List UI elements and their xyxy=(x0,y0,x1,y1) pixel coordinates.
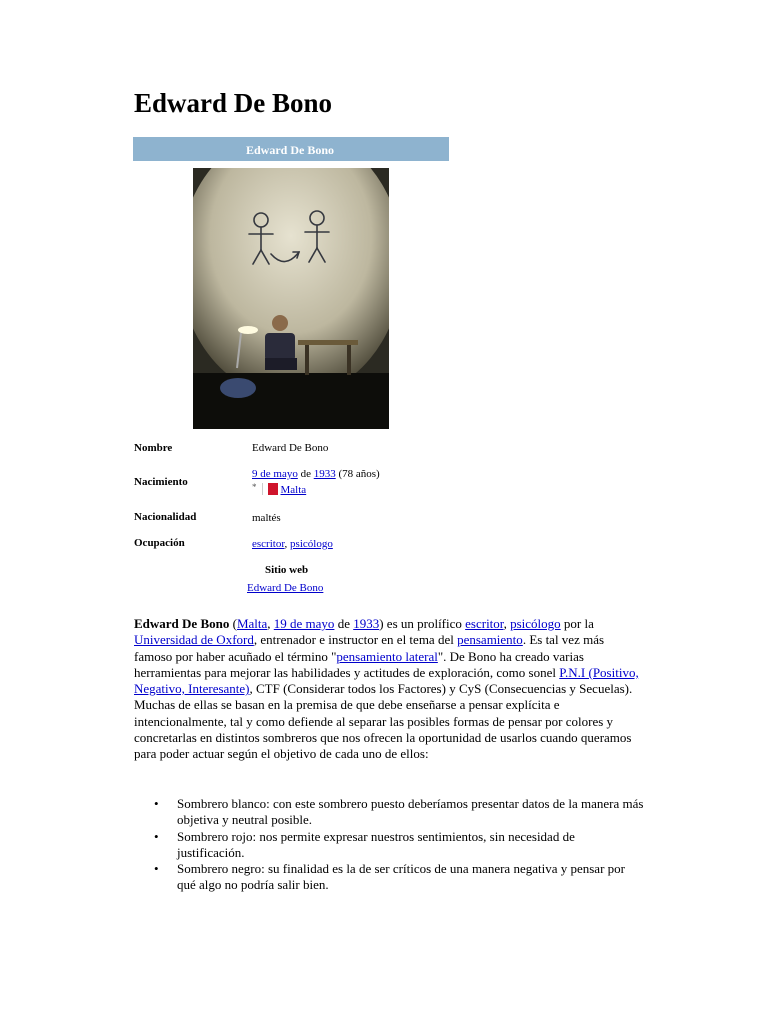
link-escritor[interactable]: escritor xyxy=(465,616,504,631)
text-span: ( xyxy=(229,616,237,631)
text-span: ". De Bono ha creado varias herramientas para mejorar las habilidades y actitudes de exploración, como sonel xyxy=(134,648,584,680)
birth-asterisk: * xyxy=(252,482,257,492)
link-birth-year[interactable]: 1933 xyxy=(353,616,380,631)
malta-flag-icon xyxy=(263,483,278,495)
birth-date-link[interactable]: 9 de mayo xyxy=(252,468,298,480)
row-value-nacimiento xyxy=(252,468,380,496)
row-label-nacionalidad: Nacionalidad xyxy=(134,511,197,523)
text-span: , xyxy=(267,616,274,631)
link-malta[interactable]: Malta xyxy=(236,616,268,631)
link-pni[interactable]: P.N.I (Positivo, Negativo, Interesante) xyxy=(134,664,639,697)
subject-name: Edward De Bono xyxy=(134,616,230,631)
hats-list xyxy=(134,796,644,894)
link-psicologo[interactable]: psicólogo xyxy=(510,616,561,631)
portrait-photo xyxy=(193,168,389,429)
birth-de-text: de xyxy=(297,468,314,480)
birth-year-link[interactable]: 1933 xyxy=(313,468,336,480)
row-label-ocupacion: Ocupación xyxy=(134,537,185,549)
text-span: , CTF (Considerar todos los Factores) y CyS (Consecuencias y Secuelas). Muchas de ellas se basan en la premisa de que debe enseñarse a pensar explícita e intencionalmente, tal y como defiende al separar las posibles formas de pensar por colores y concretarlas en distintos sombreros que nos ofrecen la oportunidad de usarlos cuando queramos para poder actuar según el objetivo de cada uno de ellos: xyxy=(134,681,633,762)
text-span: , xyxy=(503,616,511,631)
row-value-nombre: Edward De Bono xyxy=(252,442,329,454)
list-item: • Sombrero blanco: con este sombrero puesto deberíamos presentar datos de la manera más objetiva y neutral posible. xyxy=(134,796,644,829)
text-span: , entrenador e instructor en el tema del xyxy=(253,632,458,648)
text-span: por la xyxy=(560,616,594,631)
row-label-nacimiento: Nacimiento xyxy=(134,476,188,488)
sitio-web-link[interactable]: Edward De Bono xyxy=(247,582,324,594)
sitio-web-value xyxy=(247,582,323,594)
occupation-escritor-link[interactable]: escritor xyxy=(252,538,285,550)
text-span: de xyxy=(334,616,354,631)
infobox-header: Edward De Bono xyxy=(131,137,449,161)
link-pensamiento-lateral[interactable]: pensamiento lateral xyxy=(336,648,438,664)
link-oxford[interactable]: Universidad de Oxford xyxy=(134,632,254,648)
link-pensamiento[interactable]: pensamiento xyxy=(457,632,523,648)
row-value-nacionalidad: maltés xyxy=(252,512,281,524)
birth-place-link[interactable]: Malta xyxy=(280,484,307,496)
list-item: • Sombrero negro: su finalidad es la de ser críticos de una manera negativa y pensar por qué algo no podría salir bien. xyxy=(134,861,644,894)
occupation-psicologo-link[interactable]: psicólogo xyxy=(290,538,333,550)
sitio-web-label: Sitio web xyxy=(265,564,309,576)
page-title: Edward De Bono xyxy=(134,88,333,118)
text-span: ) es un prolífico xyxy=(379,616,466,631)
row-value-ocupacion xyxy=(252,538,333,550)
occupation-separator: , xyxy=(284,538,291,550)
list-item: • Sombrero rojo: nos permite expresar nuestros sentimientos, sin necesidad de justificación. xyxy=(134,829,644,862)
age-text: (78 años) xyxy=(335,468,380,480)
link-birth-date[interactable]: 19 de mayo xyxy=(273,616,335,631)
row-label-nombre: Nombre xyxy=(134,442,173,454)
text-span: . Es tal vez más famoso por haber acuñado el término " xyxy=(134,632,605,664)
intro-paragraph xyxy=(134,616,644,763)
